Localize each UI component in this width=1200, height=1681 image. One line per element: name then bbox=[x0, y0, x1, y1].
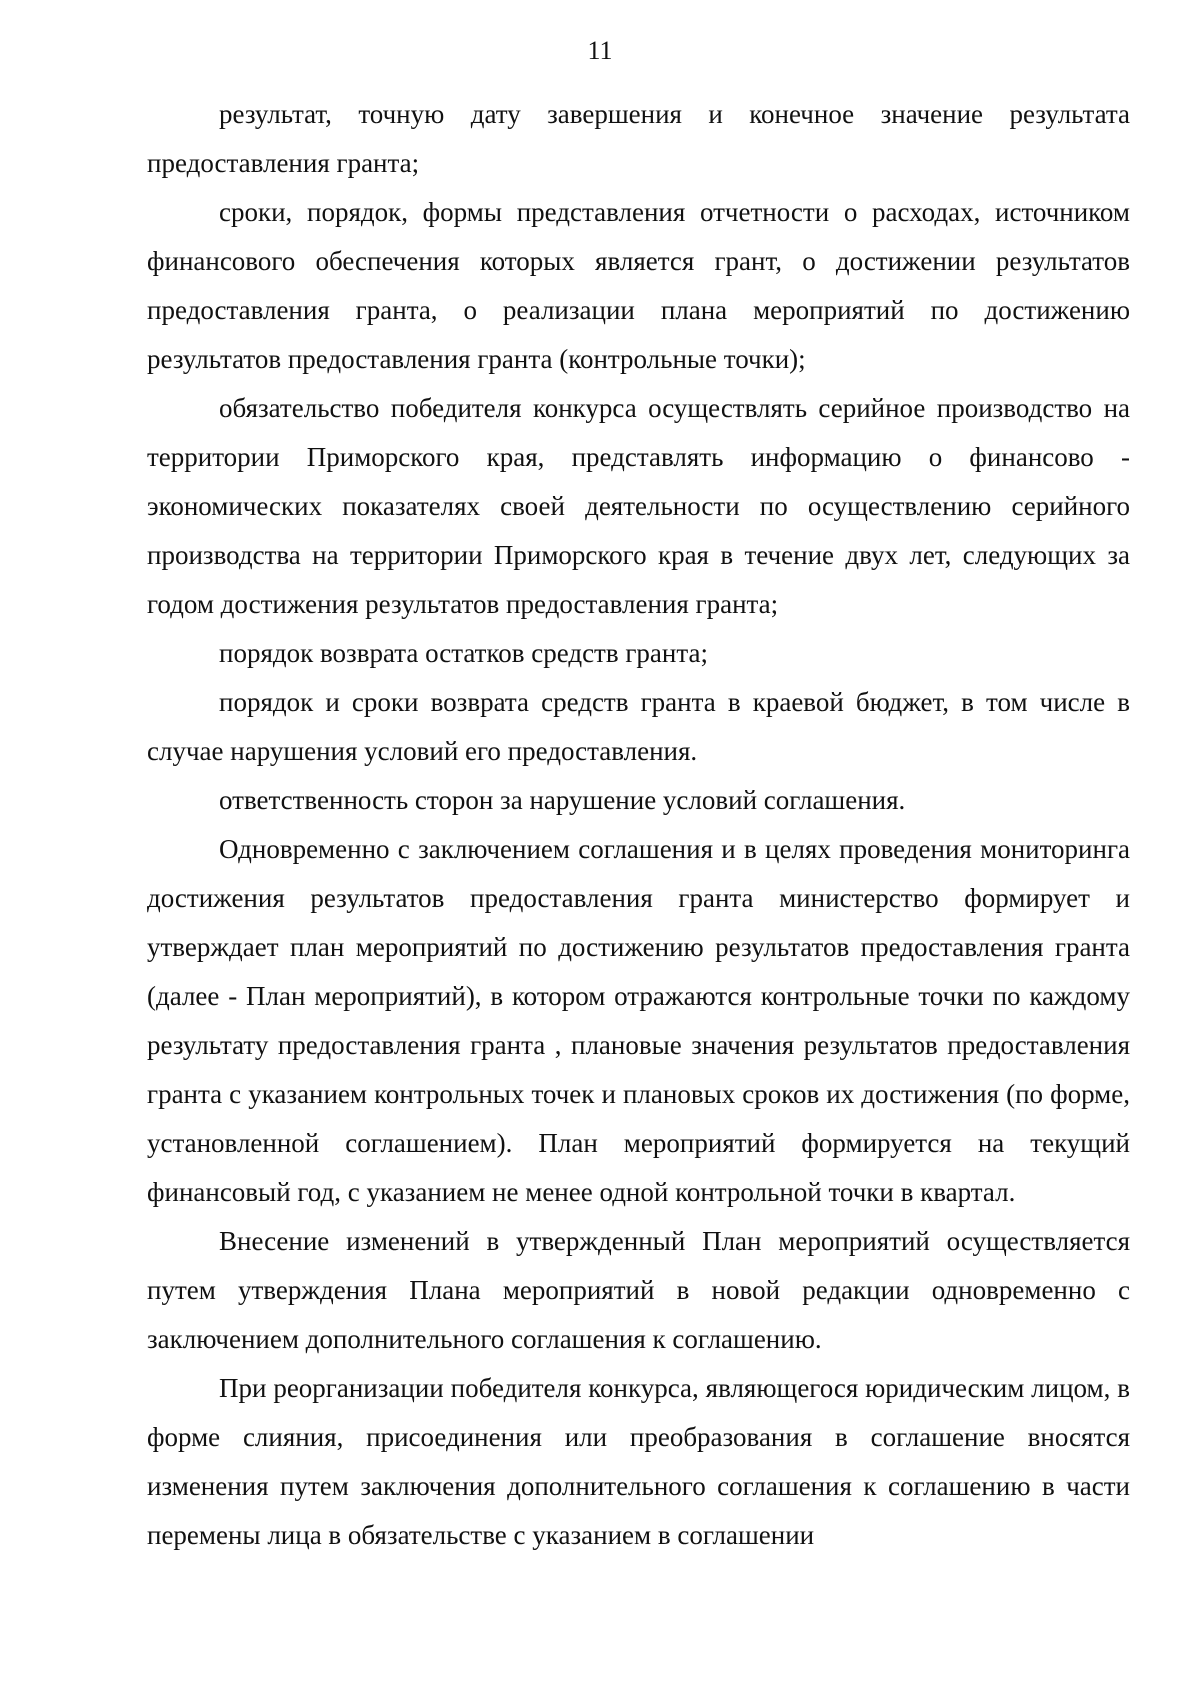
page-number: 11 bbox=[587, 36, 613, 65]
document-body bbox=[147, 90, 1130, 1560]
paragraph-reorganization: При реорганизации победителя конкурса, являющегося юридическим лицом, в форме слияния, присоединения или преобразования в соглашение вносятся изменения путем заключения дополнительного соглашения к соглашению в части перемены лица в обязательстве с указанием в соглашении bbox=[147, 1373, 1130, 1550]
paragraph-action-plan: Одновременно с заключением соглашения и в целях проведения мониторинга достижения результатов предоставления гранта министерство формирует и утверждает план мероприятий по достижению результатов предоставления гранта (далее - План мероприятий), в котором отражаются контрольные точки по каждому результату предоставления гранта , плановые значения результатов предоставления гранта с указанием контрольных точек и плановых сроков их достижения (по форме, установленной соглашением). План мероприятий формируется на текущий финансовый год, с указанием не менее одной контрольной точки в квартал. bbox=[147, 834, 1130, 1207]
paragraph-reporting-terms: сроки, порядок, формы представления отчетности о расходах, источником финансового обеспечения которых является грант, о достижении результатов предоставления гранта, о реализации плана мероприятий по достижению результатов предоставления гранта (контрольные точки); bbox=[147, 197, 1130, 374]
paragraph-winner-obligation: обязательство победителя конкурса осуществлять серийное производство на территории Приморского края, представлять информацию о финансово - экономических показателях своей деятельности по осуществлению серийного производства на территории Приморского края в течение двух лет, следующих за годом достижения результатов предоставления гранта; bbox=[147, 393, 1130, 619]
paragraph-return-procedure: порядок и сроки возврата средств гранта в краевой бюджет, в том числе в случае нарушения условий его предоставления. bbox=[147, 687, 1130, 766]
paragraph-result-date: результат, точную дату завершения и конечное значение результата предоставления гранта; bbox=[147, 99, 1130, 178]
paragraph-liability: ответственность сторон за нарушение условий соглашения. bbox=[219, 785, 906, 815]
paragraph-plan-changes: Внесение изменений в утвержденный План мероприятий осуществляется путем утверждения Плана мероприятий в новой редакции одновременно с заключением дополнительного соглашения к соглашению. bbox=[147, 1226, 1130, 1354]
paragraph-return-remainder: порядок возврата остатков средств гранта; bbox=[219, 638, 708, 668]
